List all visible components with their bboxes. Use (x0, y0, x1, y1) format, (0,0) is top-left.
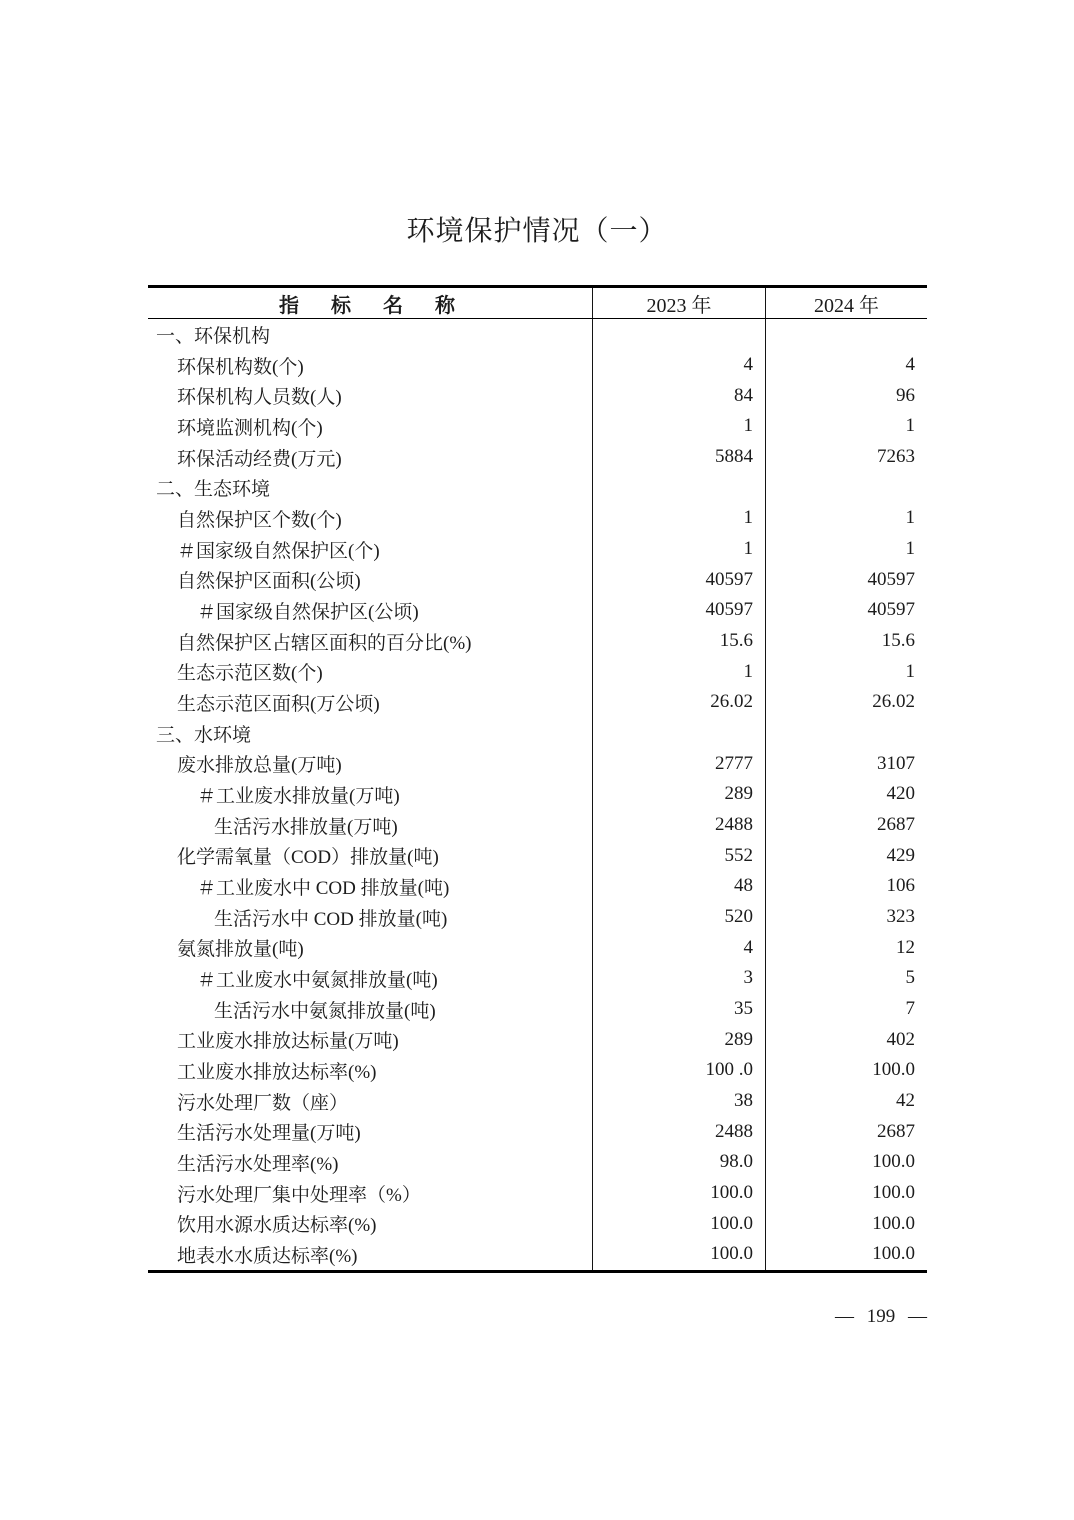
row-indicator-label: 工业废水排放达标量(万吨) (148, 1024, 593, 1055)
row-indicator-label: 环保机构数(个) (148, 350, 593, 381)
row-value-2024: 7 (905, 998, 915, 1020)
row-value-2024: 100.0 (872, 1151, 915, 1173)
row-indicator-label: ＃工业废水中 COD 排放量(吨) (148, 871, 593, 902)
header-year-2024: 2024 年 (814, 294, 879, 317)
row-indicator-label: ＃工业废水中氨氮排放量(吨) (148, 963, 593, 994)
table-row (148, 534, 927, 565)
row-indicator-label: 自然保护区面积(公顷) (148, 564, 593, 595)
table-row (148, 1239, 927, 1270)
row-value-2024: 100.0 (872, 1059, 915, 1081)
table-row (148, 411, 927, 442)
row-value-2023: 2488 (593, 810, 766, 841)
table-row (148, 718, 927, 749)
row-indicator-label: 生活污水中 COD 排放量(吨) (148, 902, 593, 933)
row-indicator-label: 自然保护区个数(个) (148, 503, 593, 534)
row-value-2023: 4 (593, 350, 766, 381)
row-indicator-label: 氨氮排放量(吨) (148, 932, 593, 963)
row-value-2024: 1 (905, 660, 915, 682)
row-value-2023 (593, 472, 766, 503)
row-value-2023: 38 (593, 1086, 766, 1117)
row-indicator-label: 废水排放总量(万吨) (148, 748, 593, 779)
row-value-2023: 4 (593, 932, 766, 963)
page-title: 环境保护情况（一） (406, 216, 668, 247)
row-indicator-label: 污水处理厂集中处理率（%） (148, 1178, 593, 1209)
table-row (148, 1055, 927, 1086)
table-row (148, 748, 927, 779)
table-row (148, 380, 927, 411)
row-value-2024: 96 (896, 384, 915, 406)
row-value-2023: 2488 (593, 1116, 766, 1147)
row-value-2024: 40597 (867, 568, 915, 590)
table-row (148, 1147, 927, 1178)
table-row (148, 963, 927, 994)
table-row (148, 840, 927, 871)
table-row (148, 472, 927, 503)
row-value-2023: 1 (593, 411, 766, 442)
table-row (148, 595, 927, 626)
row-indicator-label: 生态示范区面积(万公顷) (148, 687, 593, 718)
row-value-2024: 100.0 (872, 1182, 915, 1204)
row-indicator-label: 环境监测机构(个) (148, 411, 593, 442)
row-value-2024: 1 (905, 415, 915, 437)
row-value-2023: 100 .0 (593, 1055, 766, 1086)
table-row (148, 1116, 927, 1147)
row-value-2024: 3107 (877, 752, 915, 774)
row-indicator-label: ＃国家级自然保护区(个) (148, 534, 593, 565)
row-indicator-label: 生活污水处理量(万吨) (148, 1116, 593, 1147)
row-value-2023: 5884 (593, 442, 766, 473)
row-indicator-label: 二、生态环境 (148, 472, 593, 503)
row-value-2024: 4 (905, 354, 915, 375)
table-row (148, 1208, 927, 1239)
table-row (148, 626, 927, 657)
row-value-2024: 2687 (877, 814, 915, 836)
table-row (148, 871, 927, 902)
row-value-2024 (766, 472, 927, 503)
table-body (148, 319, 927, 1270)
page-number: — 199 — (835, 1306, 927, 1327)
row-indicator-label: 环保机构人员数(人) (148, 380, 593, 411)
table-row (148, 810, 927, 841)
row-value-2024: 15.6 (881, 630, 915, 652)
row-value-2023: 48 (593, 871, 766, 902)
table-row (148, 932, 927, 963)
row-value-2023: 40597 (593, 564, 766, 595)
row-value-2024: 106 (886, 875, 915, 897)
row-value-2023: 3 (593, 963, 766, 994)
row-value-2023: 100.0 (593, 1178, 766, 1209)
row-indicator-label: 污水处理厂数（座） (148, 1086, 593, 1117)
table-row (148, 319, 927, 350)
row-indicator-label: 环保活动经费(万元) (148, 442, 593, 473)
row-value-2024: 429 (886, 844, 915, 866)
row-value-2023: 520 (593, 902, 766, 933)
row-value-2024: 323 (886, 906, 915, 928)
row-value-2023: 40597 (593, 595, 766, 626)
row-indicator-label: 饮用水源水质达标率(%) (148, 1208, 593, 1239)
row-value-2023: 98.0 (593, 1147, 766, 1178)
row-value-2023: 26.02 (593, 687, 766, 718)
row-value-2023: 1 (593, 656, 766, 687)
row-value-2024: 1 (905, 538, 915, 560)
row-value-2024: 100.0 (872, 1212, 915, 1234)
row-value-2023 (593, 319, 766, 350)
table-row (148, 687, 927, 718)
table-row (148, 1024, 927, 1055)
row-indicator-label: 生活污水排放量(万吨) (148, 810, 593, 841)
row-value-2024: 402 (886, 1028, 915, 1050)
table-row (148, 779, 927, 810)
row-value-2024: 2687 (877, 1120, 915, 1142)
row-value-2023 (593, 718, 766, 749)
table-row (148, 994, 927, 1025)
row-indicator-label: 三、水环境 (148, 718, 593, 749)
row-value-2023: 100.0 (593, 1208, 766, 1239)
row-indicator-label: 生活污水中氨氮排放量(吨) (148, 994, 593, 1025)
row-indicator-label: 一、环保机构 (148, 319, 593, 350)
table-row (148, 1086, 927, 1117)
row-value-2023: 84 (593, 380, 766, 411)
row-value-2024: 12 (896, 936, 915, 958)
table-row (148, 503, 927, 534)
table-row (148, 350, 927, 381)
row-value-2023: 100.0 (593, 1239, 766, 1270)
row-value-2023: 1 (593, 503, 766, 534)
row-value-2024: 40597 (867, 599, 915, 621)
table-row (148, 656, 927, 687)
table-header-row (148, 288, 927, 319)
row-value-2024: 420 (886, 783, 915, 805)
row-value-2023: 2777 (593, 748, 766, 779)
row-value-2023: 552 (593, 840, 766, 871)
row-value-2024 (766, 718, 927, 749)
row-indicator-label: 工业废水排放达标率(%) (148, 1055, 593, 1086)
row-indicator-label: 生态示范区数(个) (148, 656, 593, 687)
table-row (148, 1178, 927, 1209)
table-row (148, 442, 927, 473)
row-value-2023: 35 (593, 994, 766, 1025)
row-value-2023: 1 (593, 534, 766, 565)
table-row (148, 902, 927, 933)
row-indicator-label: 地表水水质达标率(%) (148, 1239, 593, 1270)
row-indicator-label: 自然保护区占辖区面积的百分比(%) (148, 626, 593, 657)
row-indicator-label: ＃工业废水排放量(万吨) (148, 779, 593, 810)
row-indicator-label: ＃国家级自然保护区(公顷) (148, 595, 593, 626)
row-value-2023: 289 (593, 779, 766, 810)
header-indicator-name: 指 标 名 称 (148, 288, 593, 318)
environment-stats-table (148, 285, 927, 1273)
row-value-2024: 42 (896, 1090, 915, 1112)
row-value-2024: 5 (905, 967, 915, 989)
table-row (148, 564, 927, 595)
row-value-2024: 26.02 (872, 691, 915, 713)
row-indicator-label: 生活污水处理率(%) (148, 1147, 593, 1178)
row-indicator-label: 化学需氧量（COD）排放量(吨) (148, 840, 593, 871)
row-value-2024: 1 (905, 507, 915, 529)
row-value-2024: 7263 (877, 446, 915, 468)
row-value-2023: 15.6 (593, 626, 766, 657)
row-value-2024 (766, 319, 927, 350)
header-year-2023: 2023 年 (593, 288, 766, 318)
row-value-2023: 289 (593, 1024, 766, 1055)
row-value-2024: 100.0 (872, 1243, 915, 1265)
